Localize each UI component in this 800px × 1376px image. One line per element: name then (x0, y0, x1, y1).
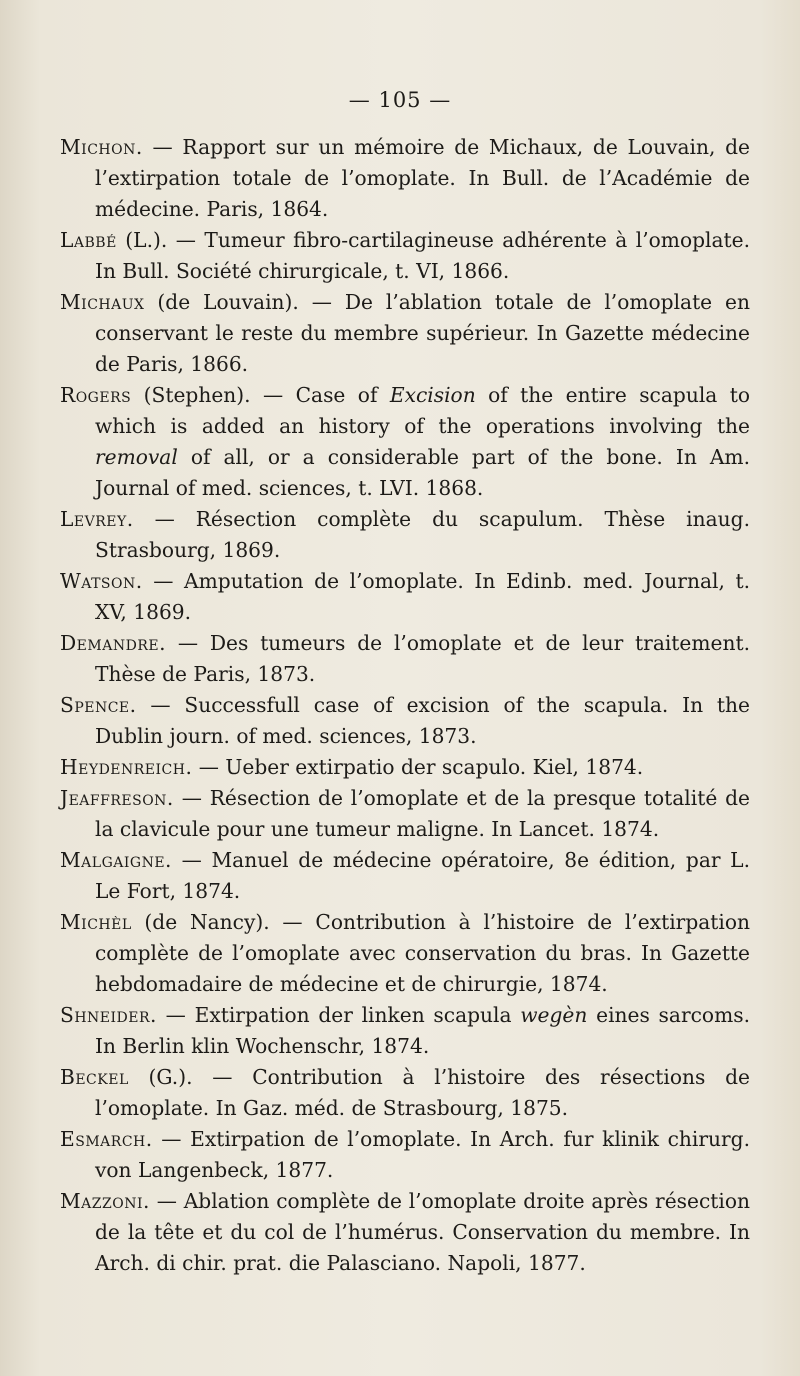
entry-text: (G.). — Contribution à l’histoire des résections de l’omoplate. In Gaz. méd. de Strasbourg, 1875. (95, 1065, 750, 1120)
entry-text: — Ablation complète de l’omoplate droite après résection de la tête et du col de l’humérus. Conservation du membre. In Arch. di chir. prat. die Palasciano. Napoli, 1877. (95, 1189, 750, 1275)
bibliography-entry (60, 504, 750, 566)
entry-author: Jeaffreson. (60, 786, 174, 810)
entry-text: — Amputation de l’omoplate. In Edinb. med. Journal, t. XV, 1869. (95, 569, 750, 624)
entry-author: Shneider. (60, 1003, 157, 1027)
entry-text: — Successfull case of excision of the scapula. In the Dublin journ. of med. sciences, 1873. (95, 693, 750, 748)
entry-author: Demandre. (60, 631, 167, 655)
entry-author: Labbé (60, 228, 117, 252)
entry-text: — Des tumeurs de l’omoplate et de leur traitement. Thèse de Paris, 1873. (95, 631, 750, 686)
entry-italic-term: wegèn (520, 1003, 588, 1027)
bibliography-entry (60, 783, 750, 845)
entry-author: Michaux (60, 290, 145, 314)
entry-text: of the entire scapula to which is added an history of the operations involving the (95, 383, 750, 438)
entry-text: — Ueber extirpatio der scapulo. Kiel, 1874. (192, 755, 644, 779)
bibliography-entry (60, 287, 750, 380)
entry-text: — Résection de l’omoplate et de la presque totalité de la clavicule pour une tumeur maligne. In Lancet. 1874. (95, 786, 750, 841)
entry-text: eines sarcoms. In Berlin klin Wochenschr, 1874. (95, 1003, 750, 1058)
entry-text: (L.). — Tumeur fibro-cartilagineuse adhérente à l’omoplate. In Bull. Société chirurgicale, t. VI, 1866. (95, 228, 750, 283)
entry-text: of all, or a considerable part of the bone. In Am. Journal of med. sciences, t. LVI. 1868. (95, 445, 750, 500)
entry-text: — Extirpation der linken scapula (156, 1003, 521, 1027)
entry-author: Michèl (60, 910, 132, 934)
entry-author: Watson. (60, 569, 143, 593)
entry-italic-term: removal (95, 445, 178, 469)
bibliography-entry (60, 1062, 750, 1124)
bibliography-entry (60, 845, 750, 907)
bibliography-entry (60, 907, 750, 1000)
bibliography-entry (60, 225, 750, 287)
entry-italic-term: Excision (389, 383, 476, 407)
entry-text: (de Louvain). — De l’ablation totale de l’omoplate en conservant le reste du membre supérieur. In Gazette médecine de Paris, 1866. (95, 290, 750, 376)
bibliography-entry (60, 752, 750, 783)
entry-author: Beckel (60, 1065, 129, 1089)
bibliography-entry (60, 1186, 750, 1279)
entry-text: — Résection complète du scapulum. Thèse inaug. Strasbourg, 1869. (95, 507, 750, 562)
entry-text: (de Nancy). — Contribution à l’histoire de l’extirpation complète de l’omoplate avec conservation du bras. In Gazette hebdomadaire de médecine et de chirurgie, 1874. (95, 910, 750, 996)
entry-author: Spence. (60, 693, 137, 717)
entry-text: — Extirpation de l’omoplate. In Arch. fur klinik chirurg. von Langenbeck, 1877. (95, 1127, 750, 1182)
page-number: — 105 — (348, 88, 452, 112)
entry-author: Esmarch. (60, 1127, 153, 1151)
entry-author: Levrey. (60, 507, 134, 531)
entry-author: Mazzoni. (60, 1189, 150, 1213)
entry-text: — Manuel de médecine opératoire, 8e édition, par L. Le Fort, 1874. (95, 848, 750, 903)
bibliography-entry (60, 690, 750, 752)
entry-author: Michon. (60, 135, 143, 159)
bibliography-entry (60, 380, 750, 504)
bibliography-list (60, 132, 750, 1279)
bibliography-entry (60, 566, 750, 628)
bibliography-entry (60, 1124, 750, 1186)
entry-author: Heydenreich. (60, 755, 193, 779)
entry-text: — Rapport sur un mémoire de Michaux, de Louvain, de l’extirpation totale de l’omoplate. In Bull. de l’Académie de médecine. Paris, 1864. (95, 135, 750, 221)
bibliography-entry (60, 628, 750, 690)
entry-author: Malgaigne. (60, 848, 172, 872)
bibliography-entry (60, 1000, 750, 1062)
entry-text: (Stephen). — Case of (131, 383, 390, 407)
entry-author: Rogers (60, 383, 132, 407)
bibliography-entry (60, 132, 750, 225)
